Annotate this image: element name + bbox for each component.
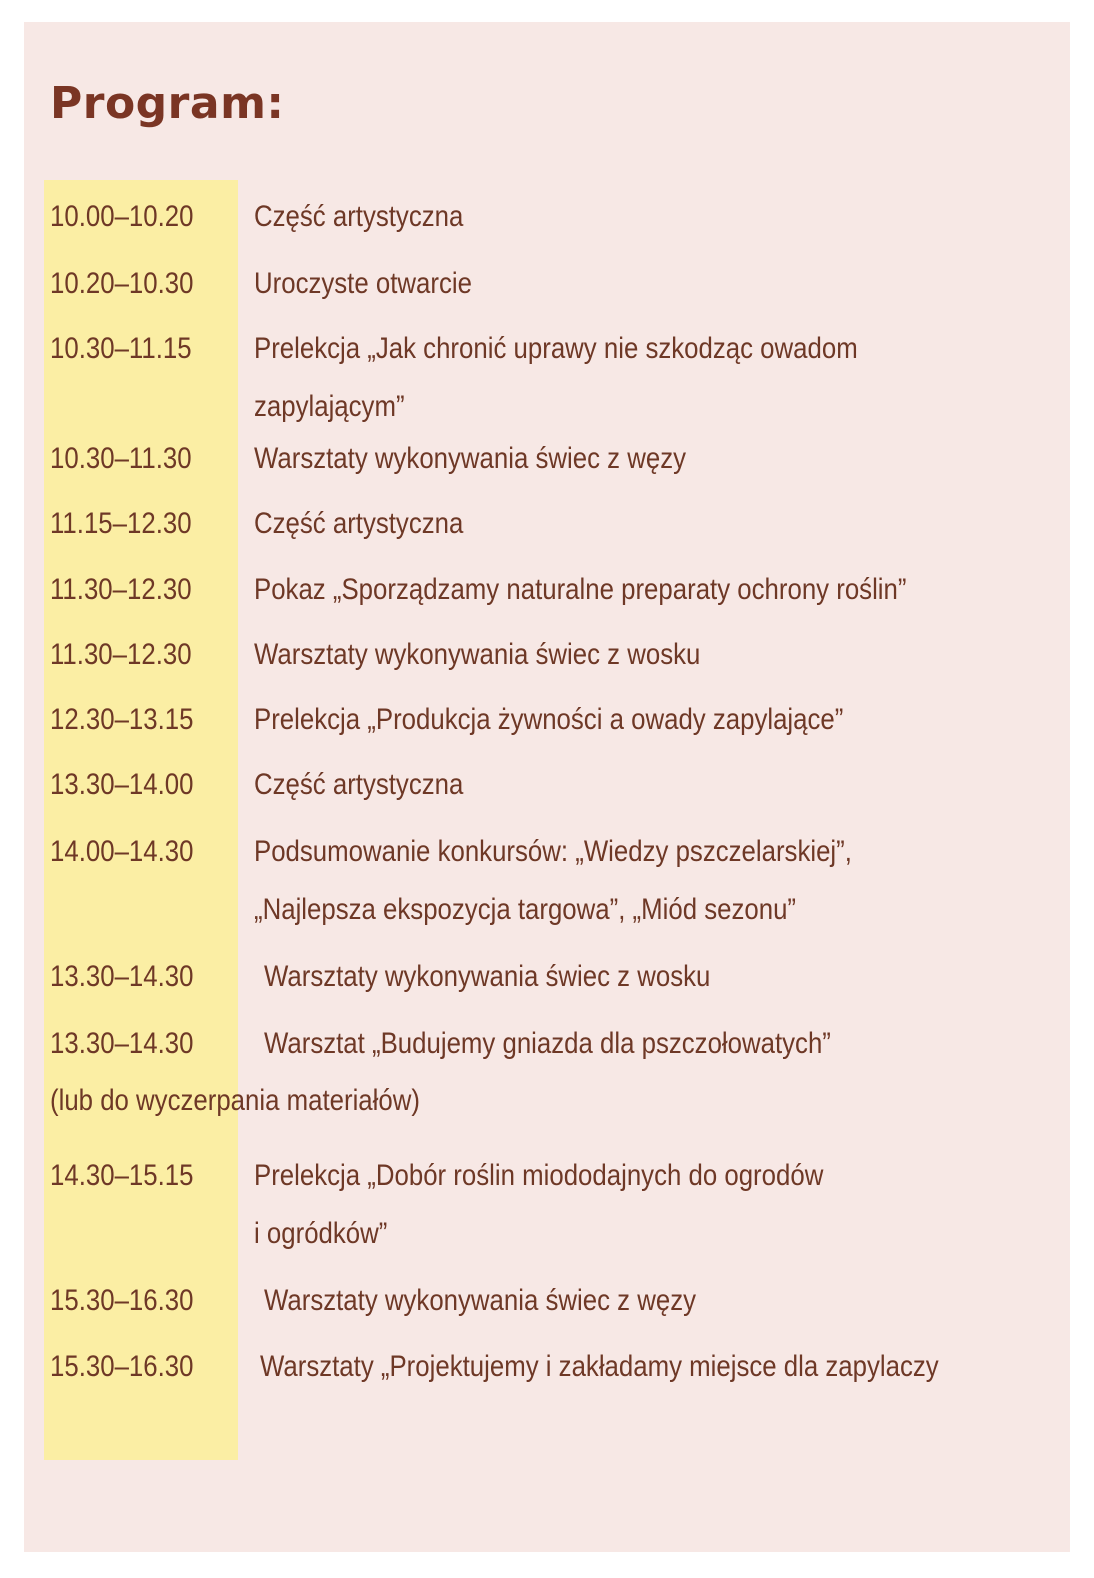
- program-time: 10.30–11.15: [50, 332, 192, 365]
- program-description: Warsztat „Budujemy gniazda dla pszczołowatych”: [264, 1027, 831, 1060]
- program-description: Podsumowanie konkursów: „Wiedzy pszczelarskiej”,: [254, 835, 852, 868]
- program-note: (lub do wyczerpania materiałów): [50, 1084, 420, 1117]
- program-time: 10.20–10.30: [50, 267, 194, 300]
- program-time: 15.30–16.30: [50, 1284, 194, 1317]
- program-description: „Najlepsza ekspozycja targowa”, „Miód sezonu”: [254, 893, 797, 926]
- program-description: zapylającym”: [254, 390, 405, 423]
- program-description: Prelekcja „Dobór roślin miododajnych do ogrodów: [254, 1159, 824, 1192]
- program-description: Część artystyczna: [254, 768, 464, 801]
- page-title: Program:: [50, 78, 285, 129]
- program-description: Prelekcja „Jak chronić uprawy nie szkodząc owadom: [254, 332, 858, 365]
- program-description: Prelekcja „Produkcja żywności a owady zapylające”: [254, 703, 844, 736]
- program-time: 13.30–14.30: [50, 960, 194, 993]
- program-time: 13.30–14.30: [50, 1027, 194, 1060]
- program-description: i ogródków”: [254, 1217, 388, 1250]
- program-time: 15.30–16.30: [50, 1350, 194, 1383]
- program-time: 14.30–15.15: [50, 1159, 194, 1192]
- time-column-highlight: [44, 180, 238, 1460]
- program-time: 12.30–13.15: [50, 703, 194, 736]
- program-description: Warsztaty „Projektujemy i zakładamy miejsce dla zapylaczy: [260, 1350, 939, 1383]
- program-description: Uroczyste otwarcie: [254, 267, 472, 300]
- program-time: 10.30–11.30: [50, 442, 192, 475]
- program-time: 11.30–12.30: [50, 573, 192, 606]
- program-time: 14.00–14.30: [50, 835, 194, 868]
- program-description: Warsztaty wykonywania świec z wosku: [264, 960, 711, 993]
- program-description: Warsztaty wykonywania świec z wosku: [254, 638, 701, 671]
- program-description: Warsztaty wykonywania świec z węzy: [264, 1284, 697, 1317]
- program-time: 13.30–14.00: [50, 768, 194, 801]
- program-time: 11.15–12.30: [50, 507, 192, 540]
- program-sheet: [24, 22, 1070, 1552]
- program-time: 11.30–12.30: [50, 638, 192, 671]
- program-description: Część artystyczna: [254, 200, 464, 233]
- program-time: 10.00–10.20: [50, 200, 194, 233]
- program-description: Część artystyczna: [254, 507, 464, 540]
- program-description: Warsztaty wykonywania świec z węzy: [254, 442, 687, 475]
- program-description: Pokaz „Sporządzamy naturalne preparaty ochrony roślin”: [254, 573, 907, 606]
